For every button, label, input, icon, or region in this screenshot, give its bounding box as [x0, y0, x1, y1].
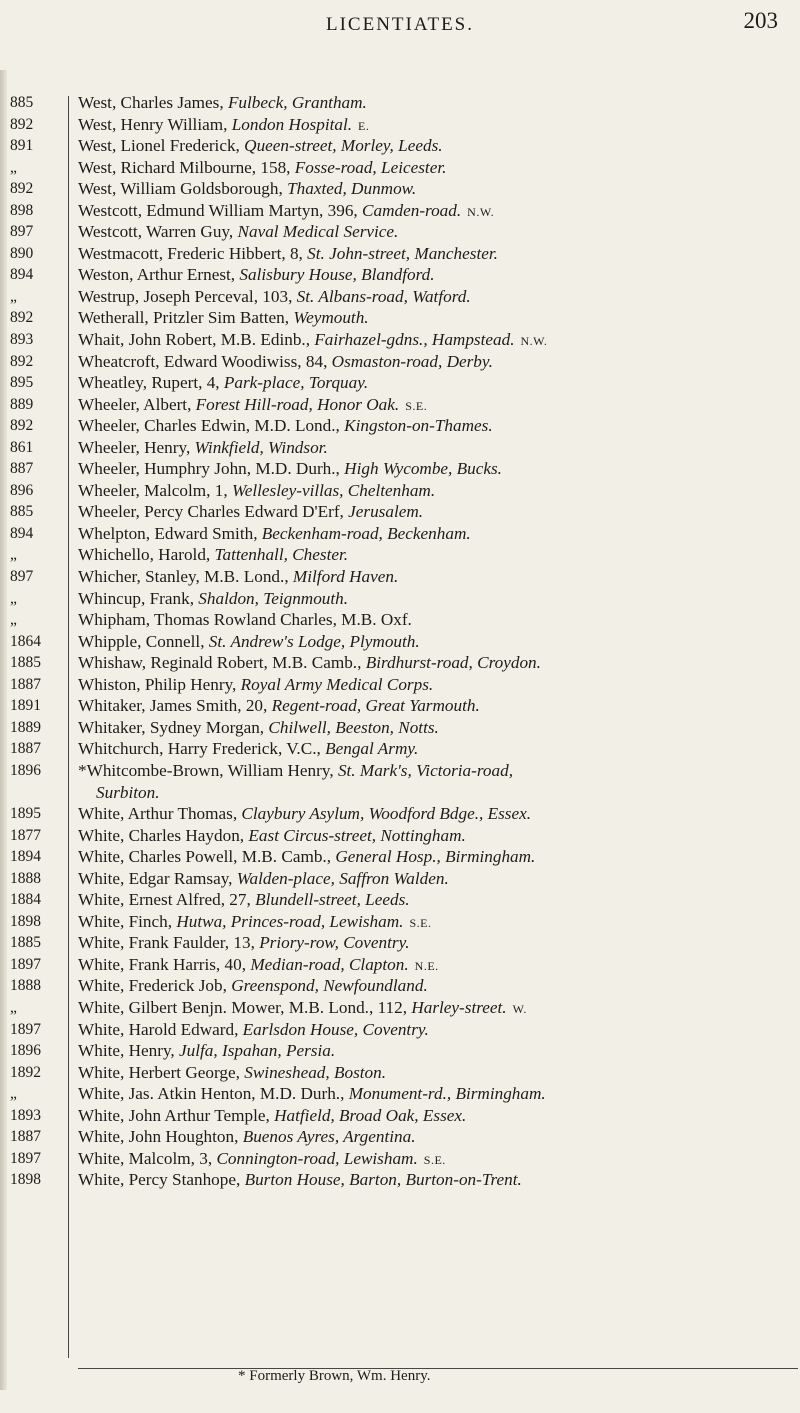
entry-year: 861	[10, 438, 34, 456]
entry-year: 892	[10, 417, 34, 435]
entry-year: 887	[10, 460, 34, 478]
entry-address: Earlsdon House, Coventry.	[242, 1019, 429, 1039]
entry-address: Median-road, Clapton.	[250, 954, 409, 974]
entry-address: Winkfield, Windsor.	[194, 437, 328, 457]
entry-name: West, William Goldsborough,	[78, 179, 288, 199]
entry-address-continuation: Surbiton.	[96, 782, 160, 802]
entry-name: White, Henry,	[78, 1041, 180, 1061]
entry-name: White, Charles Powell, M.B. Camb.,	[78, 847, 336, 867]
entry-name: White, Frederick Job,	[78, 976, 232, 996]
entry-address: St. Andrew's Lodge, Plymouth.	[208, 631, 420, 651]
entry-name: White, Harold Edward,	[78, 1019, 243, 1039]
entry-address: Monument-rd., Birmingham.	[348, 1084, 546, 1104]
entry-name: White, Herbert George,	[78, 1062, 245, 1082]
entry-year: 894	[10, 524, 34, 542]
entry-row	[0, 1148, 800, 1170]
entry-address: Forest Hill-road, Honor Oak.	[195, 394, 400, 414]
entry-district: N.W.	[520, 334, 548, 349]
entry-name: Wheatley, Rupert, 4,	[78, 373, 224, 393]
entry-row	[0, 911, 800, 933]
entry-district: S.E.	[405, 398, 428, 413]
entry-row	[0, 114, 800, 136]
entry-row	[0, 243, 800, 265]
entry-name: Wheeler, Charles Edwin, M.D. Lond.,	[78, 416, 345, 436]
entry-text	[78, 1148, 788, 1172]
entry-address: St. John-street, Manchester.	[307, 243, 498, 263]
entry-row	[0, 264, 800, 286]
entry-address: Park-place, Torquay.	[223, 373, 369, 393]
entry-address: Connington-road, Lewisham.	[216, 1148, 418, 1168]
entry-year: „	[10, 998, 17, 1016]
entry-row	[0, 501, 800, 523]
entry-row	[0, 1083, 800, 1105]
entry-row	[0, 372, 800, 394]
entry-name: West, Lionel Frederick,	[78, 136, 245, 156]
entry-text	[78, 1126, 788, 1148]
entry-year: 1885	[10, 654, 41, 672]
entry-name: *Whitcombe-Brown, William Henry,	[78, 760, 338, 780]
entry-name: White, Frank Harris, 40,	[78, 954, 251, 974]
entry-district: N.E.	[414, 958, 439, 973]
entry-name: White, Charles Haydon,	[78, 825, 249, 845]
entry-year: 897	[10, 568, 34, 586]
entry-year: 1887	[10, 675, 41, 693]
entry-year: 892	[10, 115, 34, 133]
entry-name: Whait, John Robert, M.B. Edinb.,	[78, 330, 315, 350]
entry-year: 890	[10, 244, 34, 262]
entry-name: Whitchurch, Harry Frederick, V.C.,	[78, 739, 326, 759]
entry-address: St. Albans-road, Watford.	[296, 286, 471, 306]
entry-year: 895	[10, 374, 34, 392]
entry-row	[0, 92, 800, 114]
entry-row	[0, 997, 800, 1019]
entry-text	[78, 307, 788, 329]
entry-text	[78, 437, 788, 459]
entry-year: „	[10, 611, 17, 629]
entry-address: Naval Medical Service.	[237, 222, 399, 242]
entry-address: Weymouth.	[293, 308, 369, 328]
entry-address: High Wycombe, Bucks.	[344, 459, 502, 479]
entry-year: 1864	[10, 632, 41, 650]
entry-year: 1897	[10, 955, 41, 973]
entry-year: 892	[10, 180, 34, 198]
entry-address: Milford Haven.	[292, 567, 399, 587]
entry-district: E.	[358, 118, 370, 133]
entry-name: White, Finch,	[78, 911, 177, 931]
entry-address: Buenos Ayres, Argentina.	[242, 1127, 416, 1147]
entry-row	[0, 1062, 800, 1084]
entry-address: Tattenhall, Chester.	[214, 545, 349, 565]
entry-year: 1893	[10, 1106, 41, 1124]
entry-text	[78, 717, 788, 739]
entry-address: Blundell-street, Leeds.	[255, 890, 410, 910]
entry-district: S.E.	[423, 1152, 446, 1167]
entry-text	[78, 221, 788, 243]
entry-row	[0, 394, 800, 416]
entry-year: 1885	[10, 934, 41, 952]
entry-row	[0, 717, 800, 739]
entry-name: White, Arthur Thomas,	[78, 804, 242, 824]
entry-year: 1898	[10, 1171, 41, 1189]
entry-address: East Circus-street, Nottingham.	[248, 825, 466, 845]
entry-row	[0, 868, 800, 890]
entry-text	[78, 135, 788, 157]
entry-text	[78, 458, 788, 480]
entry-row	[0, 846, 800, 868]
entry-address: Osmaston-road, Derby.	[331, 351, 493, 371]
entry-row	[0, 1105, 800, 1127]
entry-address: General Hosp., Birmingham.	[335, 847, 536, 867]
entry-text	[78, 264, 788, 286]
entry-address: Shaldon, Teignmouth.	[198, 588, 349, 608]
entry-row	[0, 631, 800, 653]
entry-year: 1877	[10, 826, 41, 844]
entry-text	[78, 329, 788, 353]
entry-row	[0, 889, 800, 911]
entry-row	[0, 135, 800, 157]
entry-address: Regent-road, Great Yarmouth.	[271, 696, 480, 716]
entry-name: White, John Arthur Temple,	[78, 1105, 275, 1125]
entry-year: 1887	[10, 740, 41, 758]
entry-text	[78, 1083, 788, 1105]
entry-address: Julfa, Ispahan, Persia.	[179, 1041, 336, 1061]
entry-year: 1898	[10, 912, 41, 930]
entry-text	[78, 415, 788, 437]
entry-row	[0, 738, 800, 760]
entry-row	[0, 803, 800, 825]
entry-text	[78, 157, 788, 179]
entry-text	[78, 609, 788, 631]
running-title: LICENTIATES.	[325, 14, 474, 35]
entry-name: White, John Houghton,	[78, 1127, 243, 1147]
entry-text	[78, 1169, 788, 1191]
entry-text	[78, 351, 788, 373]
entry-row	[0, 609, 800, 631]
entry-text	[78, 286, 788, 308]
entry-address: Fairhazel-gdns., Hampstead.	[314, 330, 515, 350]
entry-name: Wheeler, Albert,	[78, 394, 196, 414]
entry-text	[78, 868, 788, 890]
entry-district: S.E.	[409, 915, 432, 930]
entry-address: Fulbeck, Grantham.	[227, 93, 367, 112]
entry-year: 894	[10, 266, 34, 284]
entry-text	[78, 1040, 788, 1062]
entry-year: 1896	[10, 1042, 41, 1060]
entry-row	[0, 157, 800, 179]
entry-row	[0, 975, 800, 997]
entry-year: 892	[10, 309, 34, 327]
entry-address: Bengal Army.	[325, 739, 419, 759]
entry-text	[78, 1019, 788, 1041]
entry-text	[78, 566, 788, 588]
entry-row	[0, 286, 800, 308]
entry-text	[78, 480, 788, 502]
entry-name: Whipham, Thomas Rowland Charles, M.B. Oxf.	[78, 610, 412, 630]
entry-row	[0, 329, 800, 351]
entry-row	[0, 566, 800, 588]
entry-name: White, Frank Faulder, 13,	[78, 933, 260, 953]
entry-text	[78, 652, 788, 674]
entry-year: 1894	[10, 848, 41, 866]
entry-row	[0, 523, 800, 545]
entry-row	[0, 674, 800, 696]
entry-name: White, Gilbert Benjn. Mower, M.B. Lond., 112,	[78, 997, 412, 1017]
entry-row	[0, 652, 800, 674]
entry-address: Hatfield, Broad Oak, Essex.	[274, 1105, 467, 1125]
entry-address: Queen-street, Morley, Leeds.	[244, 136, 443, 156]
entry-name: West, Richard Milbourne, 158,	[78, 157, 295, 177]
entry-text	[78, 932, 788, 954]
entry-name: Westmacott, Frederic Hibbert, 8,	[78, 243, 308, 263]
entry-text	[78, 631, 788, 653]
entry-address: Salisbury House, Blandford.	[239, 265, 435, 285]
entry-name: Westcott, Edmund William Martyn, 396,	[78, 200, 363, 220]
entry-row	[0, 932, 800, 954]
entry-name: Whishaw, Reginald Robert, M.B. Camb.,	[78, 653, 366, 673]
entry-name: Whelpton, Edward Smith,	[78, 523, 262, 543]
entry-address: Swineshead, Boston.	[244, 1062, 387, 1082]
entry-text	[78, 674, 788, 696]
entry-address: Burton House, Barton, Burton-on-Trent.	[244, 1170, 522, 1190]
entry-row	[0, 760, 800, 803]
entry-address: Jerusalem.	[348, 502, 424, 522]
entry-row	[0, 437, 800, 459]
entry-address: Chilwell, Beeston, Notts.	[268, 717, 439, 737]
entry-name: White, Malcolm, 3,	[78, 1148, 217, 1168]
entry-row	[0, 825, 800, 847]
entry-text	[78, 1062, 788, 1084]
entry-name: Westcott, Warren Guy,	[78, 222, 238, 242]
entry-address: Kingston-on-Thames.	[344, 416, 493, 436]
entry-name: Wheeler, Henry,	[78, 437, 195, 457]
entry-text	[78, 760, 788, 803]
entry-year: „	[10, 546, 17, 564]
entry-address: London Hospital.	[231, 114, 353, 134]
entry-name: Whitaker, Sydney Morgan,	[78, 717, 269, 737]
entry-year: 1888	[10, 977, 41, 995]
entry-name: Weston, Arthur Ernest,	[78, 265, 240, 285]
entry-address: Greenspond, Newfoundland.	[231, 976, 428, 996]
entry-name: White, Ernest Alfred, 27,	[78, 890, 256, 910]
entry-text	[78, 911, 788, 935]
entry-year: 1884	[10, 891, 41, 909]
entry-name: Whiston, Philip Henry,	[78, 674, 241, 694]
entry-text	[78, 523, 788, 545]
entry-text	[78, 178, 788, 200]
entry-address: Walden-place, Saffron Walden.	[236, 868, 449, 888]
entry-text	[78, 738, 788, 760]
entry-row	[0, 415, 800, 437]
page-header	[0, 6, 800, 46]
entry-year: 889	[10, 395, 34, 413]
entry-name: Wheatcroft, Edward Woodiwiss, 84,	[78, 351, 332, 371]
entry-row	[0, 1019, 800, 1041]
entry-name: Whichello, Harold,	[78, 545, 215, 565]
entry-text	[78, 825, 788, 847]
entry-text	[78, 803, 788, 825]
entry-text	[78, 501, 788, 523]
entry-row	[0, 1126, 800, 1148]
entry-name: West, Charles James,	[78, 93, 228, 112]
entry-year: 1896	[10, 761, 41, 779]
entry-text	[78, 372, 788, 394]
entry-row	[0, 954, 800, 976]
entry-name: Wheeler, Malcolm, 1,	[78, 480, 232, 500]
entry-name: Wetherall, Pritzler Sim Batten,	[78, 308, 294, 328]
entry-name: Westrup, Joseph Perceval, 103,	[78, 286, 297, 306]
entry-address: Royal Army Medical Corps.	[240, 674, 434, 694]
entry-year: 892	[10, 352, 34, 370]
entry-text	[78, 588, 788, 610]
entry-row	[0, 1169, 800, 1191]
entry-name: White, Edgar Ramsay,	[78, 868, 237, 888]
entry-name: Whitaker, James Smith, 20,	[78, 696, 272, 716]
entry-text	[78, 889, 788, 911]
entry-year: 893	[10, 331, 34, 349]
entry-text	[78, 1105, 788, 1127]
entry-year: „	[10, 287, 17, 305]
entry-text	[78, 200, 788, 224]
entry-address: Camden-road.	[362, 200, 462, 220]
entry-year: 1897	[10, 1020, 41, 1038]
entry-row	[0, 544, 800, 566]
entry-year: 1892	[10, 1063, 41, 1081]
entry-year: 1888	[10, 869, 41, 887]
footnote-rule	[78, 1368, 798, 1369]
page-number: 203	[743, 8, 778, 33]
entry-year: 898	[10, 201, 34, 219]
entry-text	[78, 846, 788, 868]
entry-address: Beckenham-road, Beckenham.	[261, 523, 471, 543]
entry-text	[78, 243, 788, 265]
entry-text	[78, 997, 788, 1021]
entry-year: 885	[10, 503, 34, 521]
entry-year: 1895	[10, 805, 41, 823]
entry-row	[0, 458, 800, 480]
entry-name: White, Percy Stanhope,	[78, 1170, 245, 1190]
entry-text	[78, 544, 788, 566]
entry-address: Wellesley-villas, Cheltenham.	[231, 480, 436, 500]
entry-address: Birdhurst-road, Croydon.	[365, 653, 541, 673]
entry-text	[78, 954, 788, 978]
entry-year: 897	[10, 223, 34, 241]
entry-name: White, Jas. Atkin Henton, M.D. Durh.,	[78, 1084, 349, 1104]
entry-text	[78, 114, 788, 138]
entry-address: Fosse-road, Leicester.	[294, 157, 447, 177]
entry-name: Wheeler, Humphry John, M.D. Durh.,	[78, 459, 345, 479]
entry-text	[78, 394, 788, 418]
entry-district: N.W.	[467, 204, 495, 219]
entry-address: Claybury Asylum, Woodford Bdge., Essex.	[241, 804, 532, 824]
entry-row	[0, 588, 800, 610]
entry-row	[0, 695, 800, 717]
entry-row	[0, 351, 800, 373]
entry-district: W.	[512, 1001, 527, 1016]
entry-row	[0, 178, 800, 200]
entries-list	[0, 92, 800, 1191]
entry-row	[0, 200, 800, 222]
entry-row	[0, 1040, 800, 1062]
entry-address: Hutwa, Princes-road, Lewisham.	[176, 911, 404, 931]
entry-name: Whincup, Frank,	[78, 588, 199, 608]
entry-year: 1889	[10, 718, 41, 736]
entry-address: Harley-street.	[411, 997, 507, 1017]
entry-year: 885	[10, 94, 34, 111]
entry-year: „	[10, 589, 17, 607]
entry-year: 896	[10, 481, 34, 499]
entry-text	[78, 92, 788, 114]
entry-row	[0, 480, 800, 502]
entry-year: 891	[10, 137, 34, 155]
entry-year: 1887	[10, 1128, 41, 1146]
entry-row	[0, 307, 800, 329]
entry-name: Wheeler, Percy Charles Edward D'Erf,	[78, 502, 349, 522]
entry-text	[78, 695, 788, 717]
entry-name: West, Henry William,	[78, 114, 232, 134]
footnote: * Formerly Brown, Wm. Henry.	[238, 1368, 431, 1384]
entry-year: „	[10, 158, 17, 176]
entry-text	[78, 975, 788, 997]
entry-name: Whipple, Connell,	[78, 631, 209, 651]
entry-name: Whicher, Stanley, M.B. Lond.,	[78, 567, 293, 587]
entry-address: Thaxted, Dunmow.	[287, 179, 417, 199]
entry-address: Priory-row, Coventry.	[259, 933, 410, 953]
entry-year: „	[10, 1085, 17, 1103]
entry-year: 1891	[10, 697, 41, 715]
entry-year: 1897	[10, 1149, 41, 1167]
entry-address: St. Mark's, Victoria-road,	[337, 760, 513, 780]
entry-row	[0, 221, 800, 243]
